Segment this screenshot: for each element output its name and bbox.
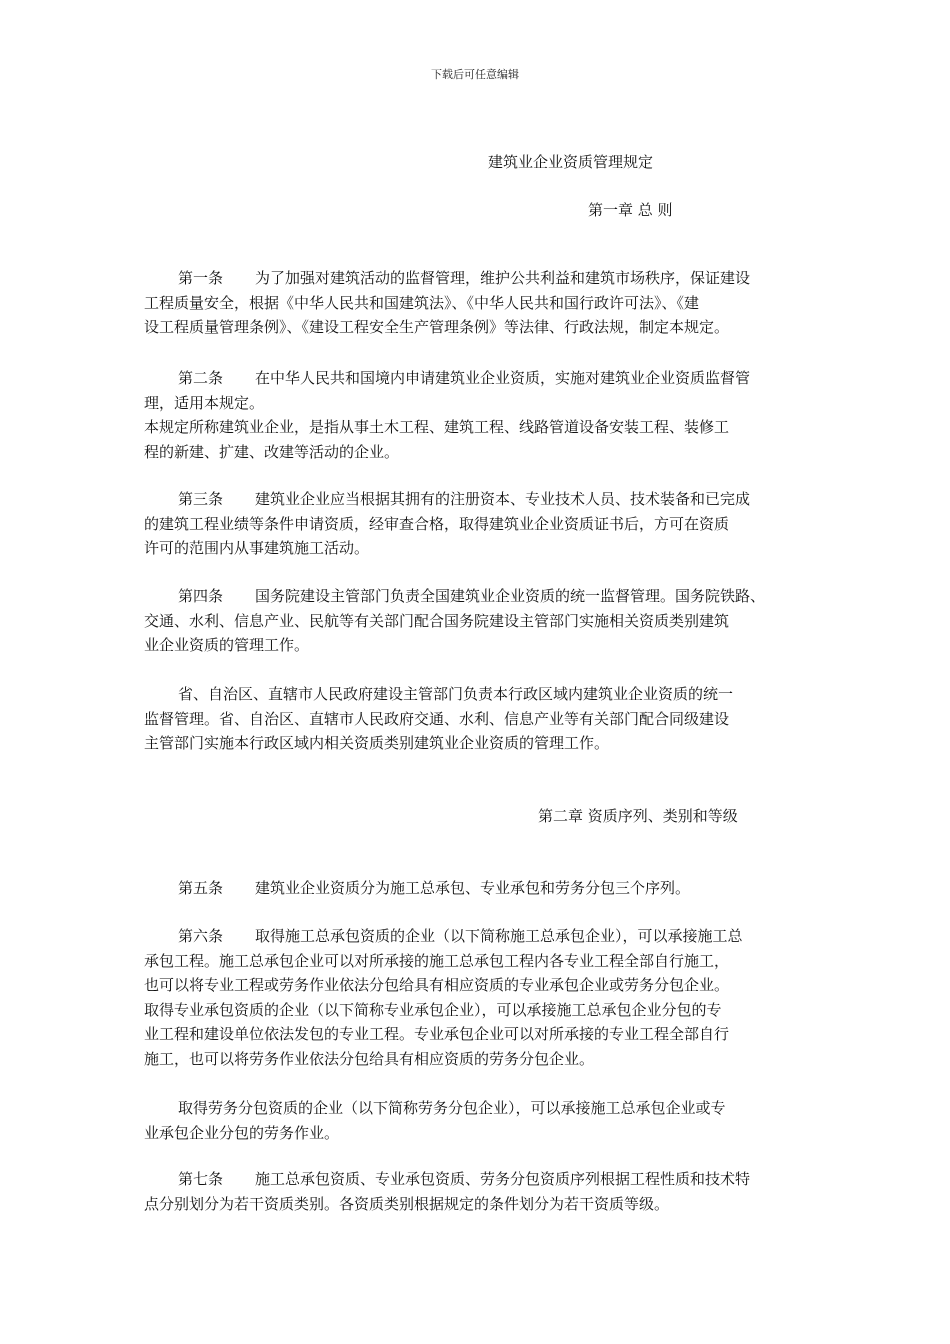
article-6-line-5: 业工程和建设单位依法发包的专业工程。专业承包企业可以对所承接的专业工程全部自行	[144, 1025, 730, 1043]
article-5-line-1: 第五条 建筑业企业资质分为施工总承包、专业承包和劳务分包三个序列。	[144, 876, 826, 901]
article-1-line-1: 第一条 为了加强对建筑活动的监督管理，维护公共利益和建筑市场秩序，保证建设	[144, 266, 826, 291]
article-1-line-3: 设工程质量管理条例》、《建设工程安全生产管理条例》等法律、行政法规，制定本规定。	[144, 318, 730, 336]
article-7-line-2: 点分别划分为若干资质类别。各资质类别根据规定的条件划分为若干资质等级。	[144, 1194, 670, 1213]
article-7-label: 第七条	[178, 1170, 224, 1188]
article-2-label: 第二条	[178, 369, 224, 387]
article-7-line-1: 第七条 施工总承包资质、专业承包资质、劳务分包资质序列根据工程性质和技术特	[144, 1167, 826, 1192]
article-4b-line-1: 省、自治区、直辖市人民政府建设主管部门负责本行政区域内建筑业企业资质的统一	[178, 685, 734, 703]
article-3-line-3: 许可的范围内从事建筑施工活动。	[144, 539, 370, 557]
article-2	[144, 366, 826, 464]
article-1	[144, 266, 826, 340]
article-4-line-2: 交通、水利、信息产业、民航等有关部门配合国务院建设主管部门实施相关资质类别建筑	[144, 611, 730, 630]
chapter-1-heading: 第一章 总 则	[588, 201, 673, 219]
article-6-line-2: 承包工程。施工总承包企业可以对所承接的施工总承包工程内各专业工程全部自行施工，	[144, 951, 730, 970]
article-5-label: 第五条	[178, 879, 224, 897]
article-6-line-1: 第六条 取得施工总承包资质的企业（以下简称施工总承包企业），可以承接施工总	[144, 924, 826, 949]
article-4	[144, 584, 826, 658]
article-4-line-1: 第四条 国务院建设主管部门负责全国建筑业企业资质的统一监督管理。国务院铁路、	[144, 584, 826, 609]
article-6	[144, 924, 826, 1071]
article-2-line-4: 程的新建、扩建、改建等活动的企业。	[144, 442, 400, 461]
article-2-line-1: 第二条 在中华人民共和国境内申请建筑业企业资质，实施对建筑业企业资质监督管	[144, 366, 826, 391]
article-3-line-2: 的建筑工程业绩等条件申请资质，经审查合格，取得建筑业企业资质证书后，方可在资质	[144, 514, 730, 533]
article-6-paragraph-2	[144, 1096, 826, 1145]
article-5	[144, 876, 826, 901]
article-7	[144, 1167, 826, 1216]
article-6-line-6: 施工，也可以将劳务作业依法分包给具有相应资质的劳务分包企业。	[144, 1049, 595, 1068]
article-6-label: 第六条	[178, 927, 224, 945]
article-2-line-3: 本规定所称建筑业企业，是指从事土木工程、建筑工程、线路管道设备安装工程、装修工	[144, 418, 730, 436]
article-4-paragraph-2	[144, 682, 826, 756]
article-1-line-2: 工程质量安全，根据《中华人民共和国建筑法》、《中华人民共和国行政许可法》、《建	[144, 293, 700, 312]
article-3-line-1: 第三条 建筑业企业应当根据其拥有的注册资本、专业技术人员、技术装备和已完成	[144, 487, 826, 512]
article-6-line-4: 取得专业承包资质的企业（以下简称专业承包企业），可以承接施工总承包企业分包的专	[144, 1000, 722, 1019]
article-6b-line-2: 业承包企业分包的劳务作业。	[144, 1123, 340, 1142]
document-title: 建筑业企业资质管理规定	[488, 153, 654, 171]
article-6b-line-1: 取得劳务分包资质的企业（以下简称劳务分包企业），可以承接施工总承包企业或专	[178, 1099, 726, 1117]
article-2-line-2: 理，适用本规定。	[144, 393, 265, 412]
article-4b-line-2: 监督管理。省、自治区、直辖市人民政府交通、水利、信息产业等有关部门配合同级建设	[144, 709, 730, 728]
article-3-label: 第三条	[178, 490, 224, 508]
article-3	[144, 487, 826, 561]
article-6-line-3: 也可以将专业工程或劳务作业依法分包给具有相应资质的专业承包企业或劳务分包企业。	[144, 976, 730, 994]
article-4-line-3: 业企业资质的管理工作。	[144, 636, 310, 654]
page-header-note: 下载后可任意编辑	[431, 68, 519, 81]
chapter-2-heading: 第二章 资质序列、类别和等级	[538, 807, 738, 825]
article-4b-line-3: 主管部门实施本行政区域内相关资质类别建筑业企业资质的管理工作。	[144, 734, 610, 752]
article-4-label: 第四条	[178, 587, 224, 605]
article-1-label: 第一条	[178, 269, 224, 287]
